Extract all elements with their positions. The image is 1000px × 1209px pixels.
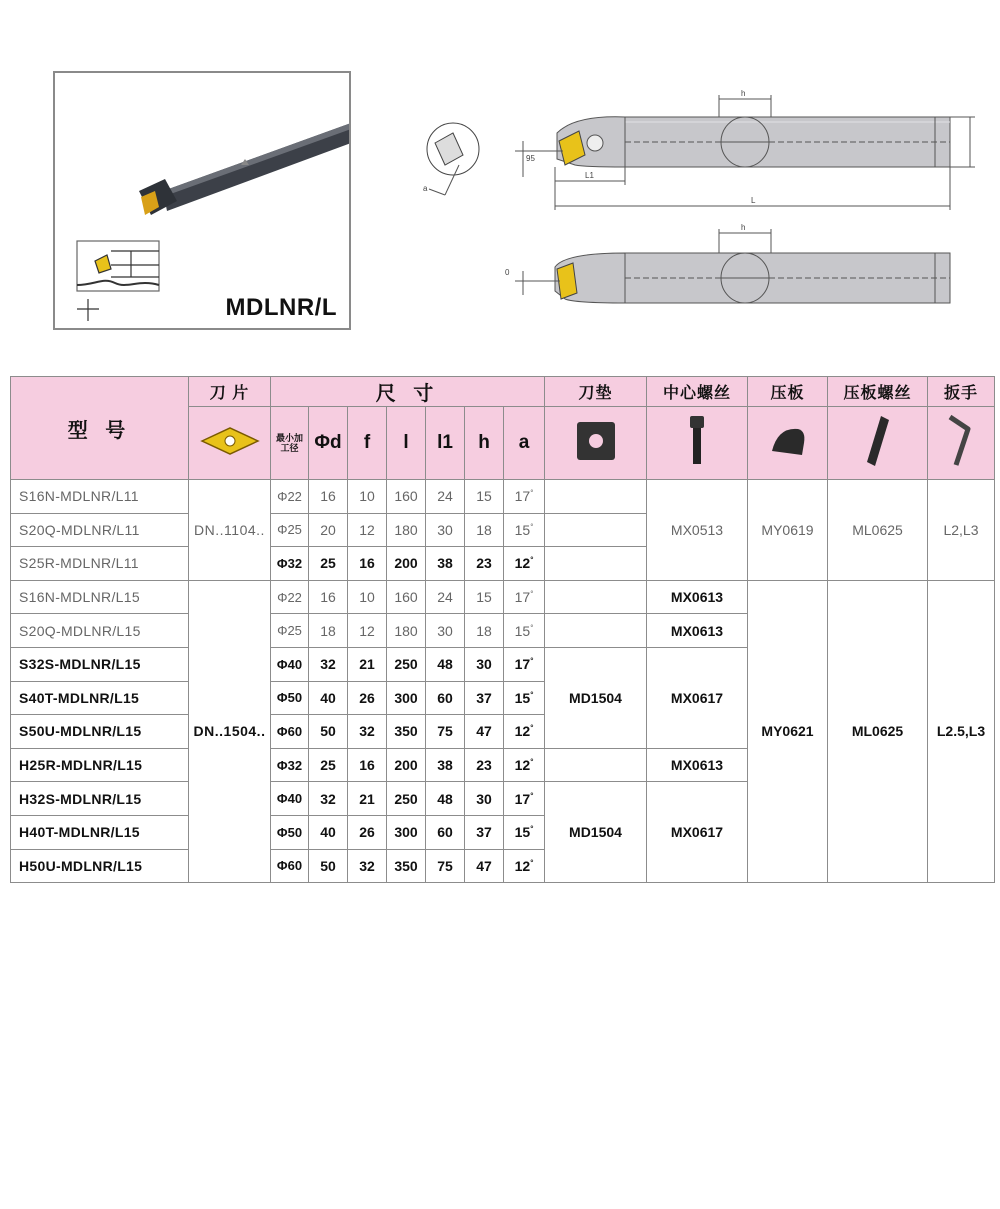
hex-wrench-icon (944, 413, 978, 469)
cell-min-bore: Φ22 (271, 580, 309, 614)
cell-wrench: L2,L3 (928, 480, 995, 581)
wrench-icon-cell (928, 407, 995, 480)
cell-l1: 60 (426, 815, 465, 849)
cell-l: 350 (387, 849, 426, 883)
cell-a: 17° (504, 647, 545, 681)
dim-l1-label: L1 (585, 171, 594, 180)
cell-min-bore: Φ32 (271, 547, 309, 581)
cell-f: 10 (348, 480, 387, 514)
cell-shim: MD1504 (545, 647, 647, 748)
cell-center-screw: MX0513 (647, 480, 748, 581)
cell-min-bore: Φ60 (271, 849, 309, 883)
cell-d: 20 (309, 513, 348, 547)
center-screw-icon (682, 414, 712, 468)
header-clamp-screw: 压板螺丝 (828, 377, 928, 407)
cell-d: 25 (309, 547, 348, 581)
cell-d: 18 (309, 614, 348, 648)
cell-l: 160 (387, 580, 426, 614)
insert-icon-cell (189, 407, 271, 480)
cell-f: 26 (348, 815, 387, 849)
cell-h: 47 (465, 715, 504, 749)
cell-h: 15 (465, 580, 504, 614)
cell-d: 25 (309, 748, 348, 782)
cell-a: 17° (504, 782, 545, 816)
dim-h-bottom-label: h (741, 223, 746, 232)
cell-f: 16 (348, 547, 387, 581)
cell-center-screw: MX0613 (647, 614, 748, 648)
cell-center-screw: MX0617 (647, 647, 748, 748)
cell-clamp-screw: ML0625 (828, 480, 928, 581)
cell-shim (545, 547, 647, 581)
cell-model: H32S-MDLNR/L15 (11, 782, 189, 816)
cell-a: 15° (504, 513, 545, 547)
cell-l: 180 (387, 513, 426, 547)
cell-center-screw: MX0613 (647, 580, 748, 614)
cell-center-screw: MX0613 (647, 748, 748, 782)
cell-insert: DN..1104.. (189, 480, 271, 581)
cell-min-bore: Φ40 (271, 782, 309, 816)
cell-model: H50U-MDLNR/L15 (11, 849, 189, 883)
cell-l1: 38 (426, 547, 465, 581)
cell-d: 16 (309, 480, 348, 514)
cell-d: 50 (309, 849, 348, 883)
cell-model: S40T-MDLNR/L15 (11, 681, 189, 715)
header-center-screw: 中心螺丝 (647, 377, 748, 407)
clamp-icon-cell (748, 407, 828, 480)
header-dimensions: 尺 寸 (271, 377, 545, 407)
cell-h: 15 (465, 480, 504, 514)
cell-a: 15° (504, 681, 545, 715)
cell-model: H40T-MDLNR/L15 (11, 815, 189, 849)
cell-min-bore: Φ50 (271, 815, 309, 849)
cell-h: 18 (465, 614, 504, 648)
shim-icon (573, 418, 619, 464)
header-phi-d: Φd (309, 407, 348, 480)
cell-f: 32 (348, 715, 387, 749)
cell-h: 37 (465, 681, 504, 715)
cell-model: S20Q-MDLNR/L11 (11, 513, 189, 547)
cell-a: 15° (504, 815, 545, 849)
cell-l: 300 (387, 681, 426, 715)
cell-model: S50U-MDLNR/L15 (11, 715, 189, 749)
cell-l1: 48 (426, 782, 465, 816)
cell-min-bore: Φ22 (271, 480, 309, 514)
cell-l1: 30 (426, 614, 465, 648)
header-a: a (504, 407, 545, 480)
technical-drawing (415, 85, 985, 315)
cell-insert: DN..1504.. (189, 580, 271, 882)
cell-l: 350 (387, 715, 426, 749)
cell-l1: 38 (426, 748, 465, 782)
cell-h: 30 (465, 647, 504, 681)
center-screw-icon-cell (647, 407, 748, 480)
cell-d: 32 (309, 647, 348, 681)
clamp-screw-icon-cell (828, 407, 928, 480)
cell-center-screw: MX0617 (647, 782, 748, 883)
cell-l: 160 (387, 480, 426, 514)
cell-model: H25R-MDLNR/L15 (11, 748, 189, 782)
cell-a: 12° (504, 849, 545, 883)
boring-bar-photo (55, 73, 349, 328)
cell-d: 40 (309, 815, 348, 849)
cell-d: 50 (309, 715, 348, 749)
cell-shim (545, 614, 647, 648)
cell-f: 16 (348, 748, 387, 782)
cell-min-bore: Φ25 (271, 513, 309, 547)
cell-model: S16N-MDLNR/L11 (11, 480, 189, 514)
cell-l1: 60 (426, 681, 465, 715)
cell-d: 16 (309, 580, 348, 614)
cell-clamp-screw: ML0625 (828, 580, 928, 882)
cell-f: 12 (348, 614, 387, 648)
clamp-icon (768, 421, 808, 461)
angle-0-label: 0 (505, 268, 510, 277)
cell-shim (545, 748, 647, 782)
cell-l1: 75 (426, 715, 465, 749)
cell-l: 300 (387, 815, 426, 849)
cell-h: 37 (465, 815, 504, 849)
cell-f: 10 (348, 580, 387, 614)
header-clamp: 压板 (748, 377, 828, 407)
cell-shim: MD1504 (545, 782, 647, 883)
product-image-box (53, 71, 351, 330)
header-f: f (348, 407, 387, 480)
cell-model: S25R-MDLNR/L11 (11, 547, 189, 581)
cell-l: 180 (387, 614, 426, 648)
cell-l1: 24 (426, 480, 465, 514)
cell-model: S20Q-MDLNR/L15 (11, 614, 189, 648)
cell-f: 12 (348, 513, 387, 547)
cell-clamp: MY0619 (748, 480, 828, 581)
cell-min-bore: Φ50 (271, 681, 309, 715)
product-model-title: MDLNR/L (225, 294, 337, 321)
dim-h-top-label: h (741, 89, 746, 98)
cell-l: 250 (387, 647, 426, 681)
cell-min-bore: Φ25 (271, 614, 309, 648)
cell-wrench: L2.5,L3 (928, 580, 995, 882)
header-wrench: 扳手 (928, 377, 995, 407)
header-shim: 刀垫 (545, 377, 647, 407)
clamp-screw-icon (863, 414, 893, 468)
cell-l1: 75 (426, 849, 465, 883)
header-l1: l1 (426, 407, 465, 480)
header-l: l (387, 407, 426, 480)
header-model: 型 号 (11, 377, 189, 480)
header-min-bore: 最小加工径 (271, 407, 309, 480)
cell-l: 200 (387, 748, 426, 782)
cell-clamp: MY0621 (748, 580, 828, 882)
cell-min-bore: Φ40 (271, 647, 309, 681)
cell-l: 250 (387, 782, 426, 816)
angle-95-label: 95 (526, 154, 535, 163)
cell-h: 18 (465, 513, 504, 547)
cell-a: 17° (504, 580, 545, 614)
header-insert: 刀 片 (189, 377, 271, 407)
cell-h: 47 (465, 849, 504, 883)
cell-l1: 48 (426, 647, 465, 681)
cell-a: 17° (504, 480, 545, 514)
bore-schematic-icon (77, 241, 159, 321)
cell-f: 21 (348, 782, 387, 816)
spec-table (10, 376, 995, 883)
cell-d: 32 (309, 782, 348, 816)
cell-d: 40 (309, 681, 348, 715)
diamond-insert-icon (200, 426, 260, 456)
cell-model: S32S-MDLNR/L15 (11, 647, 189, 681)
cell-a: 15° (504, 614, 545, 648)
cell-h: 23 (465, 547, 504, 581)
cell-shim (545, 513, 647, 547)
cell-f: 21 (348, 647, 387, 681)
cell-f: 32 (348, 849, 387, 883)
cell-l1: 24 (426, 580, 465, 614)
table-row (11, 480, 995, 514)
cell-h: 23 (465, 748, 504, 782)
cell-shim (545, 580, 647, 614)
cell-a: 12° (504, 715, 545, 749)
cell-model: S16N-MDLNR/L15 (11, 580, 189, 614)
cell-a: 12° (504, 547, 545, 581)
cell-shim (545, 480, 647, 514)
cell-h: 30 (465, 782, 504, 816)
shim-icon-cell (545, 407, 647, 480)
table-row (11, 580, 995, 614)
cell-f: 26 (348, 681, 387, 715)
cell-a: 12° (504, 748, 545, 782)
cell-min-bore: Φ60 (271, 715, 309, 749)
angle-a-label: a (423, 184, 428, 193)
cell-l: 200 (387, 547, 426, 581)
cell-l1: 30 (426, 513, 465, 547)
dim-l-label: L (751, 196, 756, 205)
header-h: h (465, 407, 504, 480)
cell-min-bore: Φ32 (271, 748, 309, 782)
